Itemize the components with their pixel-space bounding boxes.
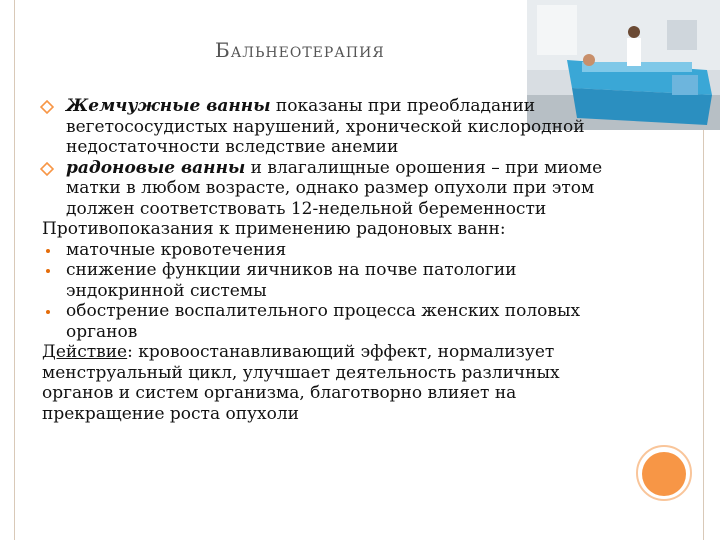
contraindications-heading: Противопоказания к применению радоновых ванн: xyxy=(42,219,506,239)
contraindication-text: обострение воспалительного процесса женских половых органов xyxy=(66,301,581,342)
frame-left-line xyxy=(14,0,15,540)
action-paragraph xyxy=(42,342,632,424)
list-item xyxy=(42,158,632,220)
diamond-outline-icon xyxy=(40,100,54,114)
slide-body xyxy=(42,96,632,424)
dot-icon xyxy=(46,249,50,253)
list-item xyxy=(42,301,632,342)
decor-circle xyxy=(642,452,686,496)
list-item xyxy=(42,96,632,158)
action-colon: : xyxy=(127,342,133,362)
item-emphasis: радоновые ванны xyxy=(66,157,246,178)
contraindication-text: снижение функции яичников на почве патологии эндокринной системы xyxy=(66,260,517,301)
contraindication-text: маточные кровотечения xyxy=(66,239,287,260)
dot-icon xyxy=(46,269,50,273)
item-text: показаны при преобладании вегетососудистых нарушений, хронической кислородной недостаточности вследствие анемии xyxy=(66,96,585,157)
item-text: и влагалищные орошения – при миоме матки в любом возрасте, однако размер опухоли при этом должен соответствовать 12-недельной беременности xyxy=(66,157,603,219)
dot-icon xyxy=(46,310,50,314)
list-item xyxy=(42,260,632,301)
action-text: кровоостанавливающий эффект, нормализует менструальный цикл, улучшает деятельность различных органов и систем организма, благотворно влияет на прекращение роста опухоли xyxy=(42,342,560,424)
list-item xyxy=(42,240,632,261)
diamond-outline-icon xyxy=(40,162,54,176)
action-label: Действие xyxy=(42,342,128,362)
slide-title: Бальнеотерапия xyxy=(215,38,385,62)
item-emphasis: Жемчужные ванны xyxy=(66,96,271,116)
